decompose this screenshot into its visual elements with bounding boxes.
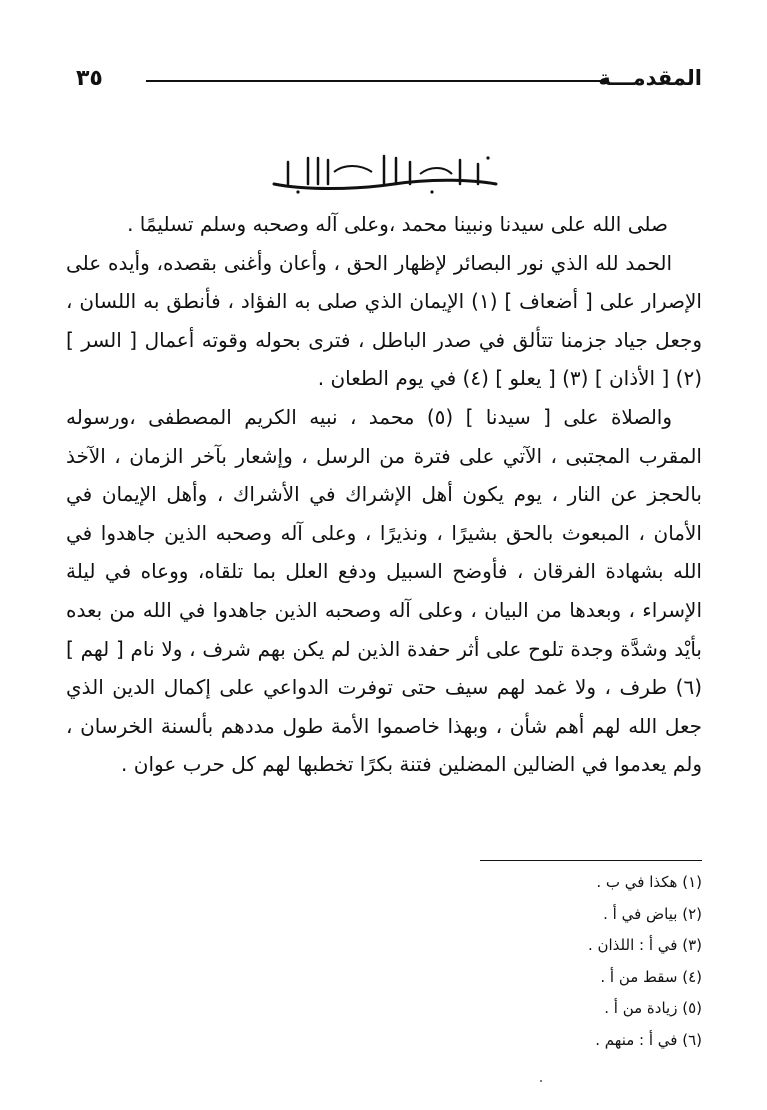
footnote-item: (٦) في أ : منهم . (595, 1030, 702, 1049)
footnote-item: (٥) زيادة من أ . (604, 999, 702, 1018)
footnote-item: (١) هكذا في ب . (596, 873, 702, 891)
section-title: المقدمـــة (598, 66, 702, 90)
paragraph-salutation: صلى الله على سيدنا ونبينا محمد ،وعلى آله وصحبه وسلم تسليمًا . (127, 212, 668, 236)
footnote-item: (٣) في أ : اللذان . (587, 936, 702, 955)
footnote-item: (٢) بياض في أ . (603, 904, 702, 923)
header-rule (146, 80, 606, 82)
paragraph-prayer: والصلاة على [ سيدنا ] (٥) محمد ، نبيه الكريم المصطفى ،ورسوله المقرب المجتبى ، الآتي على فترة من الرسل ، وإشعار بآخر الزمان ، الآخذ بالحجز عن النار ، يوم يكون أهل الإشراك في الأشراك ، وأهل الإيمان في الأمان ، المبعوث بالحق بشيرًا ، ونذيرًا ، وعلى آله وصحبه الذين جاهدوا في الله بشهادة الفرقان ، فأوضح السبيل ودفع العلل بما تلقاه، ووعاه في ليلة الإسراء ، وبعدها من البيان ، وعلى آله وصحبه الذين جاهدوا في الله من بعده بأيْد وشدَّة وجدة تلوح على أثر حفدة الذين لم يكن بهم شرف ، ولا نام [ لهم ] (٦) طرف ، ولا غمد لهم سيف حتى توفرت الدواعي على إكمال الدين الذي جعل الله لهم أهم شأن ، وبهذا خاصموا الأمة طول مددهم بألسنة الخرسان ، ولم يعدموا في الضالين المضلين فتنة بكرًا تخطبها لهم كل حرب عوان . (66, 404, 702, 777)
footnote-rule (480, 860, 702, 861)
footnotes-list (382, 867, 702, 1057)
page-header (70, 66, 702, 96)
paragraph-praise: الحمد لله الذي نور البصائر لإظهار الحق ، وأعان وأغنى بقصده، وأيده على الإصرار على [ أضعاف ] (١) الإيمان الذي صلى به الفؤاد ، فأنطق به اللسان ، وجعل جياد جزمنا تتألق في صدر الباطل ، فترى بحوله وقوته أعمال [ السر ] (٢) [ الأذان ] (٣) [ يعلو ] (٤) في يوم الطعان . (66, 250, 702, 391)
speck-mark (540, 1080, 542, 1082)
main-text (66, 205, 702, 784)
footnote-item: (٤) سقط من أ . (600, 967, 702, 986)
page-number: ٣٥ (76, 66, 103, 91)
basmala (0, 150, 767, 202)
